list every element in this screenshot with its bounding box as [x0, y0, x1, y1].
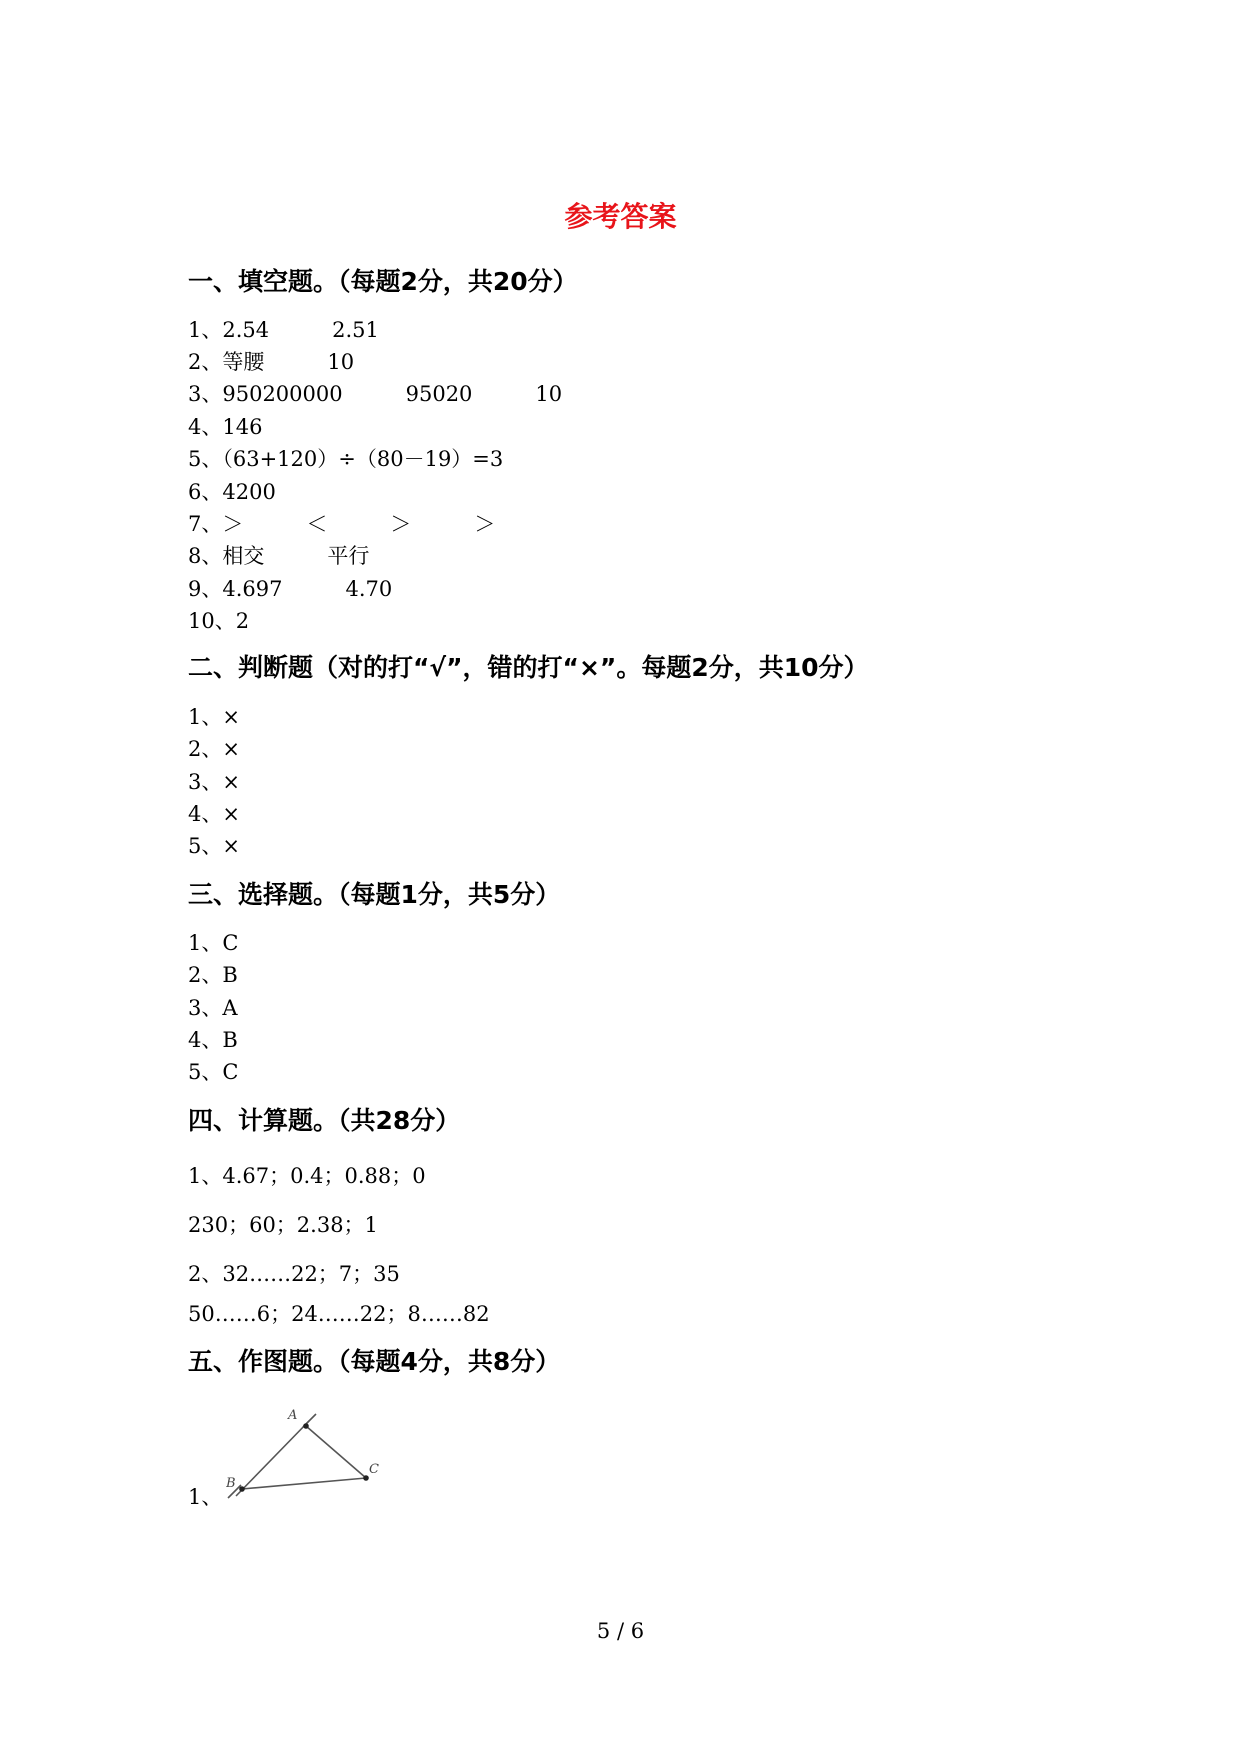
- side-bc: [242, 1478, 366, 1489]
- answer-line: 10、2: [188, 609, 250, 633]
- label-a: A: [288, 1408, 298, 1423]
- answer-line: 6、4200: [188, 480, 276, 504]
- answer-line: 7、＞ ＜ ＞ ＞: [188, 512, 496, 536]
- answer-line: 3、×: [188, 770, 240, 794]
- answer-line: 5、×: [188, 834, 240, 858]
- answer-line: 1、4.67；0.4；0.88；0: [188, 1164, 426, 1188]
- side-ac: [306, 1426, 366, 1478]
- section-heading-fill-in: 一、填空题。（每题2分，共20分）: [188, 267, 578, 296]
- point-b: [239, 1486, 245, 1492]
- answer-line: 1、2.54 2.51: [188, 318, 379, 342]
- answer-line: 5、（63+120）÷（80－19）=3: [188, 447, 504, 471]
- answer-line: 3、950200000 95020 10: [188, 382, 563, 406]
- answer-line: 8、相交 平行: [188, 544, 370, 568]
- answer-line: 4、×: [188, 802, 240, 826]
- answer-line: 4、146: [188, 415, 263, 439]
- page-number: 5 / 6: [596, 1619, 645, 1643]
- answer-line: 1、×: [188, 705, 240, 729]
- section-heading-multiple-choice: 三、选择题。（每题1分，共5分）: [188, 880, 561, 909]
- section-heading-true-false: 二、判断题（对的打“√”，错的打“×”。每题2分，共10分）: [188, 653, 869, 682]
- answer-line: 9、4.697 4.70: [188, 577, 393, 601]
- answer-line: 230；60；2.38；1: [188, 1213, 378, 1237]
- answer-line: 2、32……22；7；35: [188, 1262, 400, 1286]
- answer-line: 2、B: [188, 963, 238, 987]
- point-c: [363, 1475, 369, 1481]
- answer-line: 5、C: [188, 1060, 239, 1084]
- section-heading-calculation: 四、计算题。（共28分）: [188, 1106, 461, 1135]
- answer-line: 1、: [188, 1485, 223, 1509]
- section-heading-drawing: 五、作图题。（每题4分，共8分）: [188, 1347, 561, 1376]
- triangle-figure: [226, 1405, 396, 1505]
- page-title: 参考答案: [564, 200, 677, 233]
- label-c: C: [369, 1462, 379, 1477]
- point-a: [303, 1423, 309, 1429]
- answer-line: 2、等腰 10: [188, 350, 355, 374]
- answer-line: 2、×: [188, 737, 240, 761]
- answer-line: 4、B: [188, 1028, 238, 1052]
- label-b: B: [226, 1476, 236, 1491]
- answer-line: 1、C: [188, 931, 239, 955]
- answer-line: 50……6；24……22；8……82: [188, 1302, 490, 1326]
- answer-line: 3、A: [188, 996, 238, 1020]
